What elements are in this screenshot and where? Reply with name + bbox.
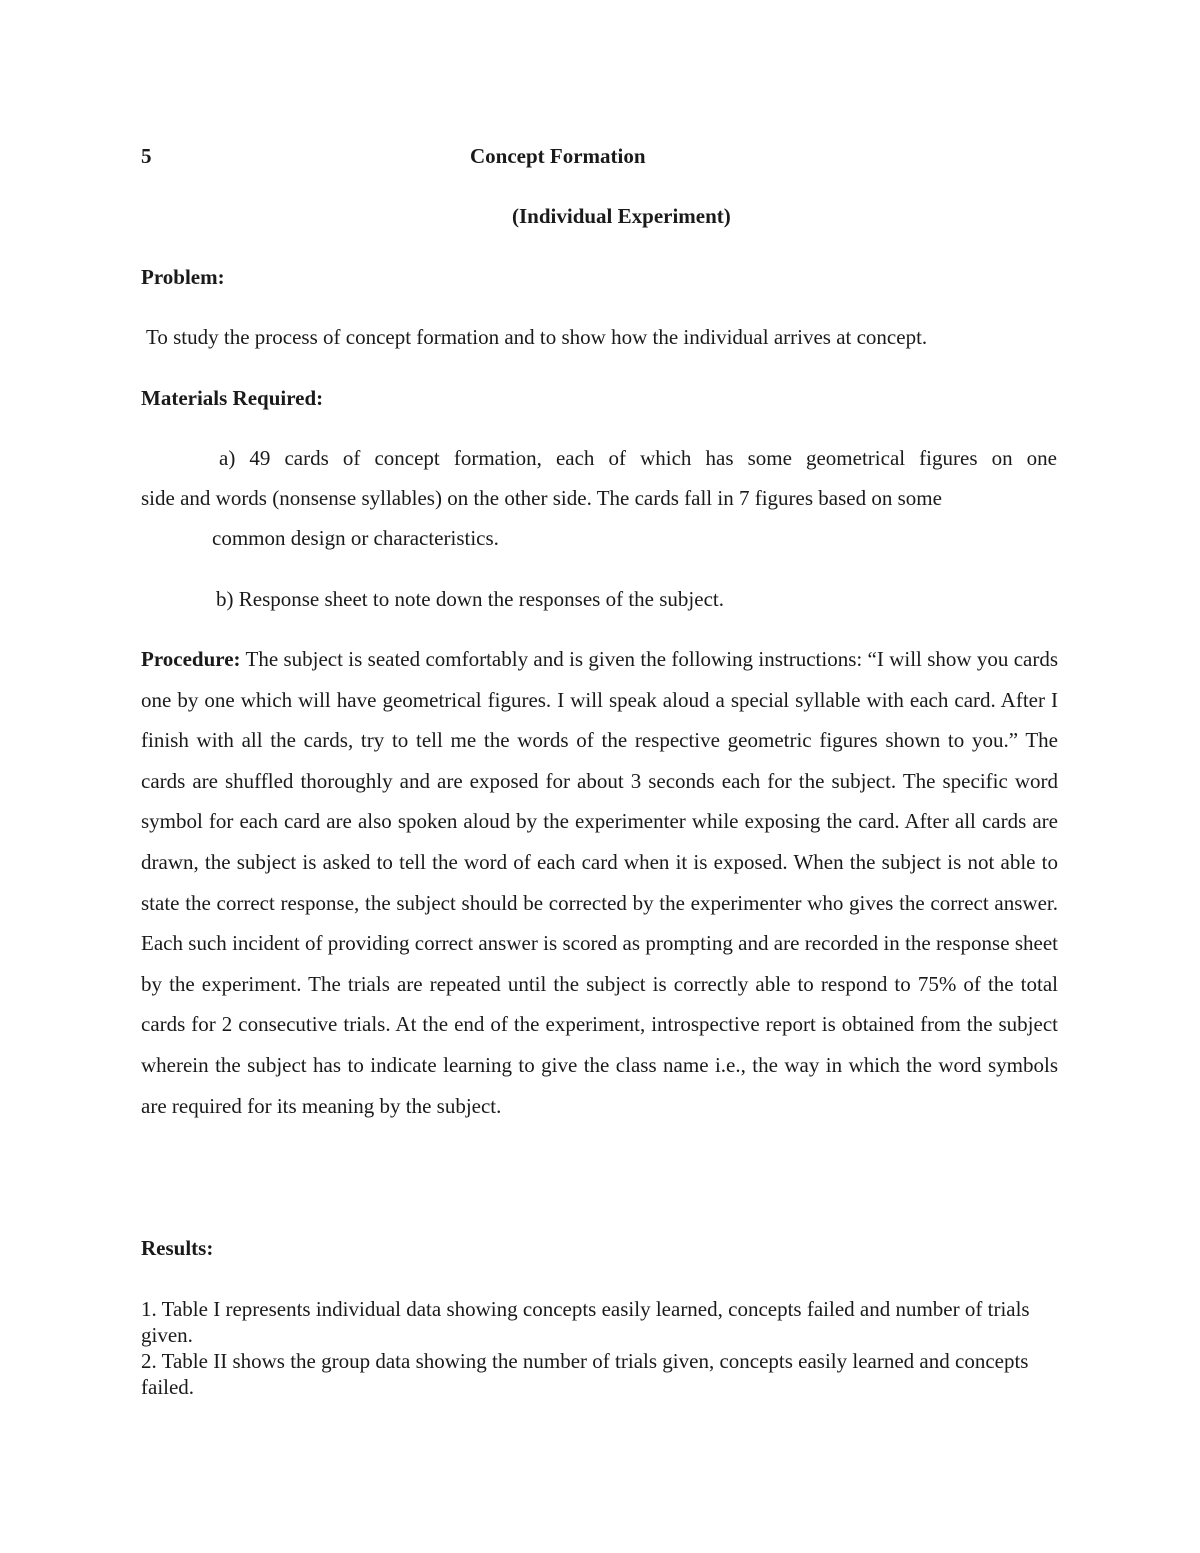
problem-heading: Problem: xyxy=(141,265,225,289)
results-list xyxy=(141,1296,1058,1400)
document-title: Concept Formation xyxy=(470,144,646,168)
procedure-heading: Procedure: xyxy=(141,647,241,671)
results-item: 1. Table I represents individual data showing concepts easily learned, concepts failed and number of trials given. xyxy=(141,1297,1030,1347)
materials-item-a-line1: a) 49 cards of concept formation, each of which has some geometrical figures on one xyxy=(219,446,1057,470)
materials-heading: Materials Required: xyxy=(141,386,324,410)
document-subtitle: (Individual Experiment) xyxy=(512,204,731,228)
procedure-text: The subject is seated comfortably and is given the following instructions: “I will show you cards one by one which will have geometrical figures. I will speak aloud a special syllable with each card. After I finish with all the cards, try to tell me the words of the respective geometric figures shown to you.” The cards are shuffled thoroughly and are exposed for about 3 seconds each for the subject. The specific word symbol for each card are also spoken aloud by the experimenter while exposing the card. After all cards are drawn, the subject is asked to tell the word of each card when it is exposed. When the subject is not able to state the correct response, the subject should be corrected by the experimenter who gives the correct answer. Each such incident of providing correct answer is scored as prompting and are recorded in the response sheet by the experiment. The trials are repeated until the subject is correctly able to respond to 75% of the total cards for 2 consecutive trials. At the end of the experiment, introspective report is obtained from the subject wherein the subject has to indicate learning to give the class name i.e., the way in which the word symbols are required for its meaning by the subject. xyxy=(141,647,1059,1118)
materials-item-b: b) Response sheet to note down the responses of the subject. xyxy=(216,587,724,611)
results-heading: Results: xyxy=(141,1236,214,1260)
problem-text: To study the process of concept formation and to show how the individual arrives at concept. xyxy=(146,325,928,349)
page-number: 5 xyxy=(141,144,152,168)
results-item: 2. Table II shows the group data showing the number of trials given, concepts easily learned and concepts failed. xyxy=(141,1349,1029,1399)
materials-item-a-line3: common design or characteristics. xyxy=(212,526,499,550)
procedure-paragraph xyxy=(141,639,1058,1126)
materials-item-a-line2: side and words (nonsense syllables) on the other side. The cards fall in 7 figures based on some xyxy=(141,486,942,510)
